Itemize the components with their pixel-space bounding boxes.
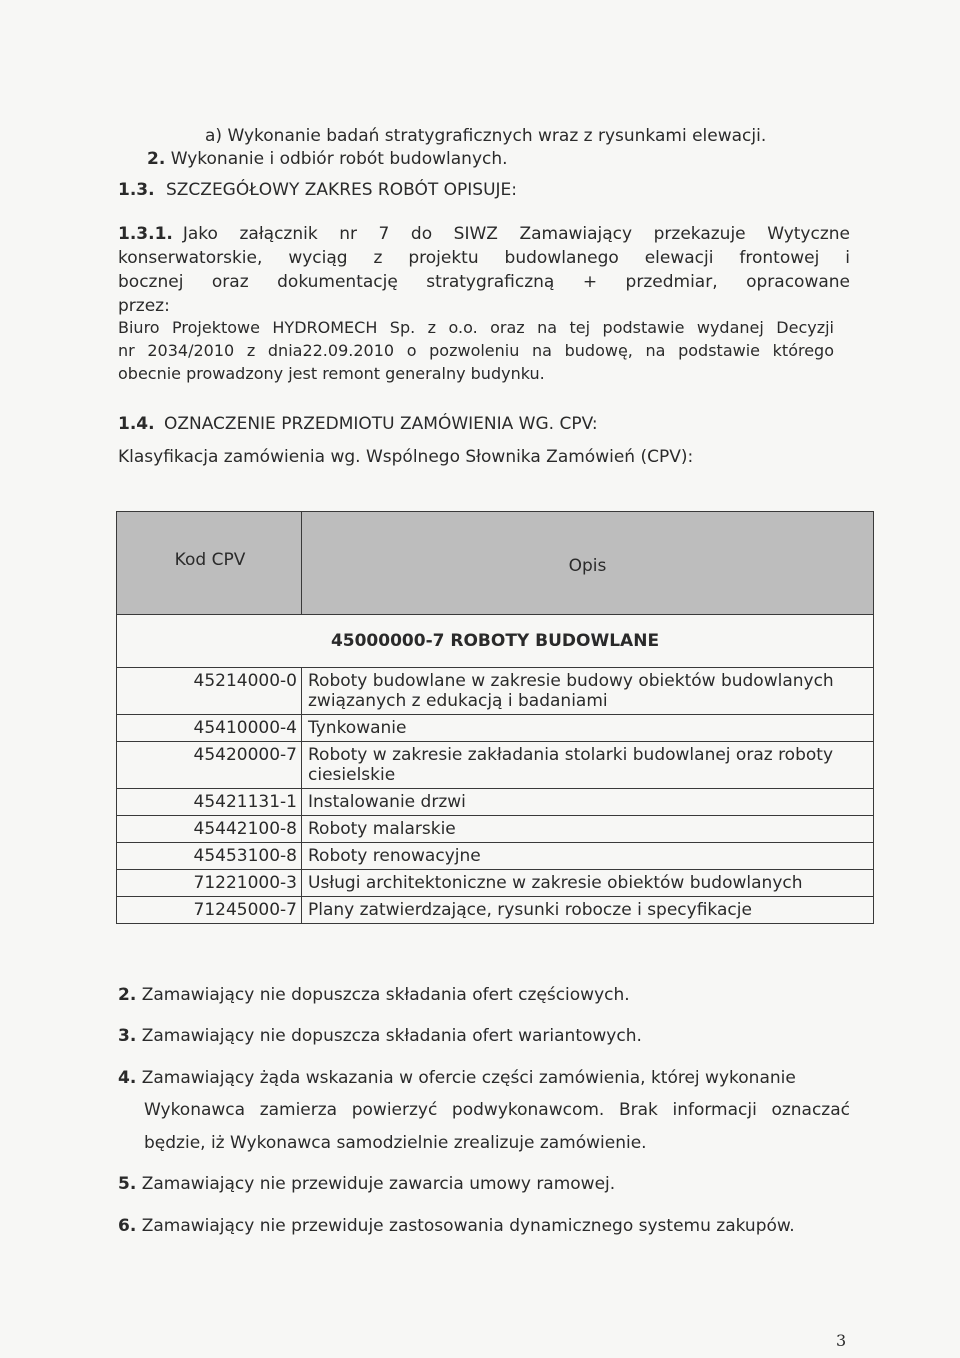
table-row (117, 870, 874, 897)
section-1-3-1-line1: Jako załącznik nr 7 do SIWZ Zamawiający przekazuje Wytyczne (182, 224, 850, 244)
cpv-group-label: 45000000-7 ROBOTY BUDOWLANE (117, 615, 874, 668)
point-5-text: Zamawiający nie przewiduje zawarcia umowy ramowej. (141, 1174, 616, 1194)
cpv-desc: Instalowanie drzwi (302, 789, 874, 816)
section-1-3-heading (118, 180, 517, 200)
cpv-desc: Tynkowanie (302, 715, 874, 742)
point-4-line1: Zamawiający żąda wskazania w ofercie części zamówienia, której wykonanie (141, 1068, 796, 1088)
cpv-header-desc: Opis (302, 512, 874, 615)
table-row (117, 789, 874, 816)
point-3 (118, 1026, 642, 1046)
point-5-number: 5. (118, 1174, 137, 1194)
cpv-header-code: Kod CPV (117, 512, 302, 615)
point-4-line3: będzie, iż Wykonawca samodzielnie zrealizuje zamówienie. (144, 1133, 647, 1153)
intro-line-2-text: Wykonanie i odbiór robót budowlanych. (170, 149, 508, 169)
intro-line-a: a) Wykonanie badań stratygraficznych wraz z rysunkami elewacji. (205, 126, 767, 146)
point-4 (118, 1068, 796, 1088)
section-1-4-title: OZNACZENIE PRZEDMIOTU ZAMÓWIENIA WG. CPV: (163, 414, 598, 434)
cpv-code: 71245000-7 (117, 897, 302, 924)
section-1-4-subtitle: Klasyfikacja zamówienia wg. Wspólnego Słownika Zamówień (CPV): (118, 447, 694, 467)
point-4-number: 4. (118, 1068, 137, 1088)
section-1-3-1-line2: konserwatorskie, wyciąg z projektu budowlanego elewacji frontowej i (118, 248, 850, 268)
cpv-desc: Roboty malarskie (302, 816, 874, 843)
cpv-code: 71221000-3 (117, 870, 302, 897)
cpv-desc: Roboty w zakresie zakładania stolarki budowlanej oraz roboty ciesielskie (302, 742, 874, 789)
point-6 (118, 1216, 795, 1236)
section-1-3-1-line6: nr 2034/2010 z dnia22.09.2010 o pozwoleniu na budowę, na podstawie którego (118, 341, 834, 360)
table-row (117, 897, 874, 924)
point-6-number: 6. (118, 1216, 137, 1236)
table-row (117, 843, 874, 870)
cpv-code: 45410000-4 (117, 715, 302, 742)
cpv-desc: Usługi architektoniczne w zakresie obiektów budowlanych (302, 870, 874, 897)
cpv-desc: Plany zatwierdzające, rysunki robocze i specyfikacje (302, 897, 874, 924)
cpv-table (116, 511, 874, 924)
section-1-3-1-line7: obecnie prowadzony jest remont generalny budynku. (118, 364, 545, 383)
point-4-line2: Wykonawca zamierza powierzyć podwykonawcom. Brak informacji oznaczać (144, 1100, 850, 1120)
intro-line-2-number: 2. (147, 149, 166, 169)
section-1-4-heading (118, 414, 598, 434)
page-number: 3 (836, 1331, 847, 1350)
point-2 (118, 985, 630, 1005)
section-1-3-1-paragraph (118, 222, 850, 318)
point-2-text: Zamawiający nie dopuszcza składania ofert częściowych. (141, 985, 630, 1005)
cpv-group-row (117, 615, 874, 668)
section-1-3-1-number: 1.3.1. (118, 224, 173, 244)
point-2-number: 2. (118, 985, 137, 1005)
cpv-desc: Roboty budowlane w zakresie budowy obiektów budowlanych związanych z edukacją i badaniami (302, 668, 874, 715)
point-6-text: Zamawiający nie przewiduje zastosowania dynamicznego systemu zakupów. (141, 1216, 795, 1236)
section-1-3-title: SZCZEGÓŁOWY ZAKRES ROBÓT OPISUJE: (165, 180, 518, 200)
section-1-4-number: 1.4. (118, 414, 155, 434)
section-1-3-number: 1.3. (118, 180, 155, 200)
cpv-code: 45420000-7 (117, 742, 302, 789)
cpv-code: 45442100-8 (117, 816, 302, 843)
point-3-text: Zamawiający nie dopuszcza składania ofert wariantowych. (141, 1026, 642, 1046)
intro-line-2 (147, 149, 508, 169)
table-row (117, 715, 874, 742)
cpv-code: 45214000-0 (117, 668, 302, 715)
table-row (117, 668, 874, 715)
table-row (117, 742, 874, 789)
table-row (117, 816, 874, 843)
section-1-3-1-line4: przez: (118, 296, 170, 316)
point-5 (118, 1174, 615, 1194)
point-3-number: 3. (118, 1026, 137, 1046)
section-1-3-1-line3: bocznej oraz dokumentację stratygraficzną + przedmiar, opracowane (118, 272, 850, 292)
section-1-3-1-line5: Biuro Projektowe HYDROMECH Sp. z o.o. oraz na tej podstawie wydanej Decyzji (118, 318, 834, 337)
cpv-table-header (117, 512, 874, 615)
cpv-code: 45421131-1 (117, 789, 302, 816)
cpv-code: 45453100-8 (117, 843, 302, 870)
section-1-3-1-details (118, 316, 834, 385)
cpv-desc: Roboty renowacyjne (302, 843, 874, 870)
